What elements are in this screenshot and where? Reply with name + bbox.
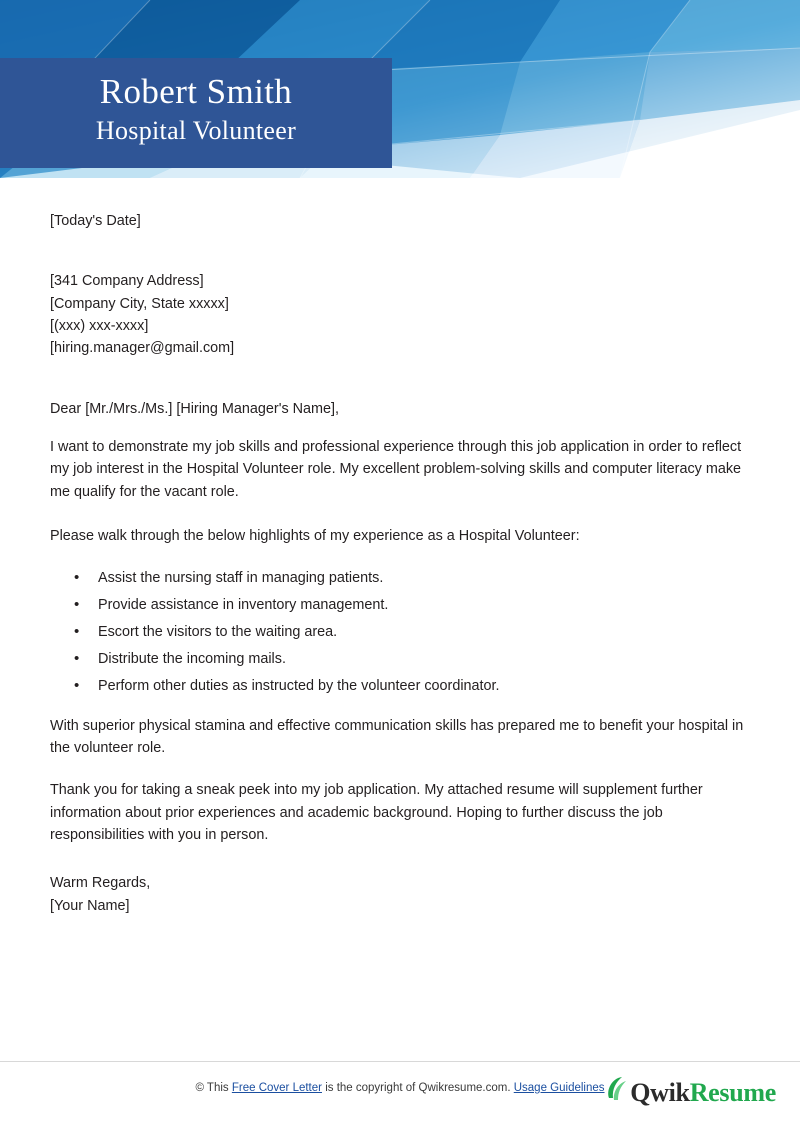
copyright-middle: is the copyright of Qwikresume.com. [325, 1082, 511, 1094]
cover-letter-body [50, 210, 750, 918]
address-line: [Company City, State xxxxx] [50, 295, 229, 312]
closing-block [50, 872, 750, 918]
list-item: • Escort the visitors to the waiting area. [98, 621, 750, 644]
salutation: Dear [Mr./Mrs./Ms.] [Hiring Manager's Name], [50, 400, 340, 417]
usage-guidelines-link[interactable]: Usage Guidelines [513, 1082, 605, 1094]
candidate-job-title: Hospital Volunteer [95, 115, 297, 145]
highlights-lead-in: Please walk through the below highlights of my experience as a Hospital Volunteer: [50, 527, 580, 544]
list-item: • Assist the nursing staff in managing patients. [98, 567, 750, 590]
free-cover-letter-link[interactable]: Free Cover Letter [231, 1082, 322, 1094]
qwikresume-logo[interactable] [606, 1076, 776, 1109]
page-footer [0, 1061, 800, 1131]
address-line: [(xxx) xxx-xxxx] [50, 317, 149, 334]
swoosh-icon [606, 1076, 628, 1109]
nameplate [0, 58, 392, 168]
recipient-address-block [50, 270, 750, 359]
list-item: • Distribute the incoming mails. [98, 648, 750, 671]
list-item: • Provide assistance in inventory management. [98, 594, 750, 617]
body-paragraph-2: With superior physical stamina and effective communication skills has prepared me to benefit your hospital in the volunteer role. [50, 717, 744, 756]
brand-name-part2: Resume [689, 1077, 776, 1107]
signature-name: [Your Name] [50, 898, 130, 915]
candidate-name: Robert Smith [99, 72, 293, 112]
address-line: [341 Company Address] [50, 273, 204, 290]
copyright-prefix: © This [195, 1082, 229, 1094]
date-line: [Today's Date] [50, 213, 141, 229]
intro-paragraph: I want to demonstrate my job skills and professional experience through this job application in order to reflect my job interest in the Hospital Volunteer role. My excellent problem-solving skills and computer literacy make me qualify for the vacant role. [50, 438, 742, 500]
highlights-list [50, 567, 750, 698]
closing-salutation: Warm Regards, [50, 875, 151, 892]
body-paragraph-3: Thank you for taking a sneak peek into my job application. My attached resume will supplement further information about prior experiences and academic background. Hoping to further discuss the job responsibilities with you in person. [50, 782, 703, 843]
address-line: [hiring.manager@gmail.com] [50, 340, 235, 357]
list-item: • Perform other duties as instructed by the volunteer coordinator. [98, 675, 750, 698]
brand-name-part1: Qwik [630, 1077, 690, 1107]
